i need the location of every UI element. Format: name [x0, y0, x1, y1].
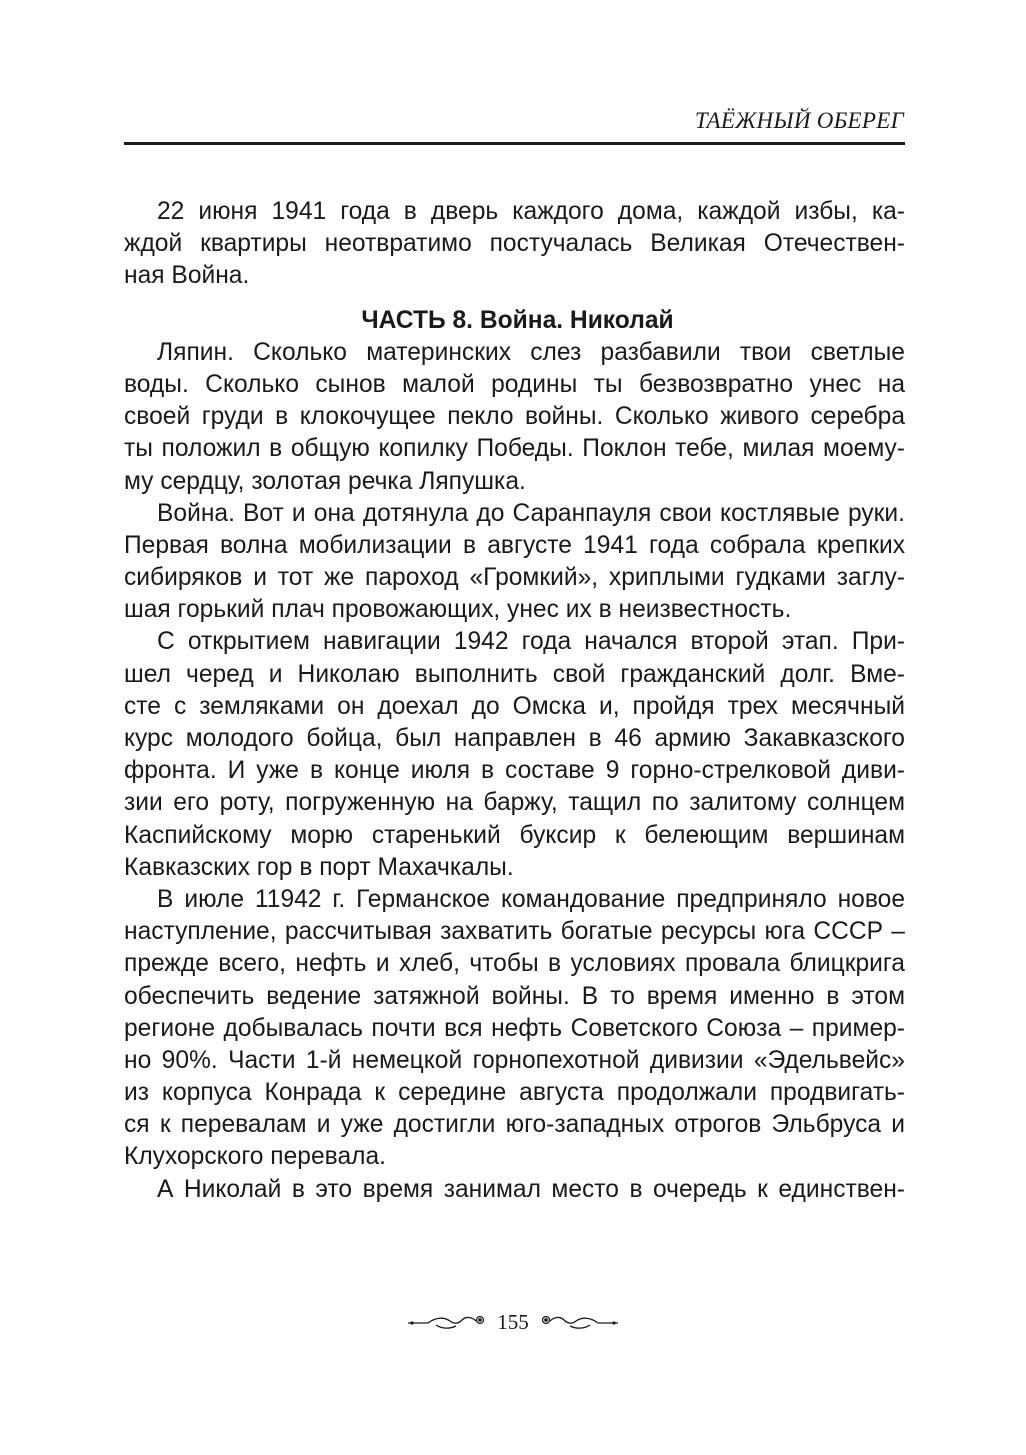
- text-line: 22 июня 1941 года в дверь каждого дома, каждой избы, ка-: [157, 198, 905, 225]
- text-line: А Николай в это время занимал место в очередь к единствен-: [157, 1175, 905, 1203]
- page-number: 155: [497, 1310, 529, 1334]
- text-line: ная Война.: [124, 262, 250, 290]
- text-line: В июле 11942 г. Германское командование предприняло новое: [157, 885, 905, 913]
- text-line: Первая волна мобилизации в августе 1941 года собрала крепких: [124, 531, 905, 559]
- text-line: Ляпин. Сколько материнских слез разбавили твои светлые: [157, 338, 905, 366]
- text-line: сте с земляками он доехал до Омска и, пройдя трех месячный: [124, 692, 905, 720]
- text-line: шая горький плач провожающих, унес их в неизвестность.: [124, 596, 792, 624]
- text-line: наступление, рассчитывая захватить богатые ресурсы юга СССР –: [124, 918, 905, 946]
- text-line: ты положил в общую копилку Победы. Поклон тебе, милая моему-: [124, 435, 905, 463]
- text-line: Каспийскому морю старенький буксир к белеющим вершинам: [124, 821, 905, 849]
- text-line: Кавказских гор в порт Махачкалы.: [124, 853, 514, 881]
- text-line: фронта. И уже в конце июля в составе 9 горно-стрелковой диви-: [124, 757, 905, 785]
- text-line: ся к перевалам и уже достигли юго-западных отрогов Эльбруса и: [124, 1111, 905, 1139]
- text-line: му сердцу, золотая речка Ляпушка.: [124, 467, 526, 495]
- text-line: сибиряков и тот же пароход «Громкий», хриплыми гудками заглу-: [124, 564, 905, 592]
- text-line: из корпуса Конрада к середине августа продолжали продвигать-: [124, 1079, 905, 1107]
- text-line: Клухорского перевала.: [124, 1143, 386, 1171]
- text-line: ждой квартиры неотвратимо постучалась Великая Отечествен-: [124, 230, 905, 258]
- text-line: зии его роту, погруженную на баржу, тащил по залитому солнцем: [124, 789, 905, 817]
- text-line: воды. Сколько сынов малой родины ты безвозвратно унес на: [124, 370, 905, 398]
- text-line: но 90%. Части 1-й немецкой горнопехотной дивизии «Эдельвейс»: [124, 1046, 905, 1074]
- text-line: обеспечить ведение затяжной войны. В то время именно в этом: [124, 982, 905, 1010]
- text-line: Война. Вот и она дотянула до Саранпауля свои костлявые руки.: [157, 499, 905, 527]
- text-line: регионе добывалась почти вся нефть Советского Союза – пример-: [124, 1014, 905, 1042]
- text-line: курс молодого бойца, был направлен в 46 армию Закавказского: [124, 725, 905, 752]
- running-head: ТАЁЖНЫЙ ОБЕРЕГ: [694, 108, 904, 133]
- text-line: своей груди в клокочущее пекло войны. Сколько живого серебра: [124, 403, 905, 431]
- text-line: шел черед и Николаю выполнить свой гражданский долг. Вме-: [124, 660, 905, 688]
- header-rule: [124, 142, 905, 145]
- text-line: С открытием навигации 1942 года начался второй этап. При-: [157, 628, 905, 656]
- page-number-ornament: [406, 1308, 620, 1338]
- chapter-heading: ЧАСТЬ 8. Война. Николай: [361, 306, 674, 334]
- text-line: прежде всего, нефть и хлеб, чтобы в условиях провала блицкрига: [124, 950, 905, 978]
- body-text: [124, 196, 905, 1206]
